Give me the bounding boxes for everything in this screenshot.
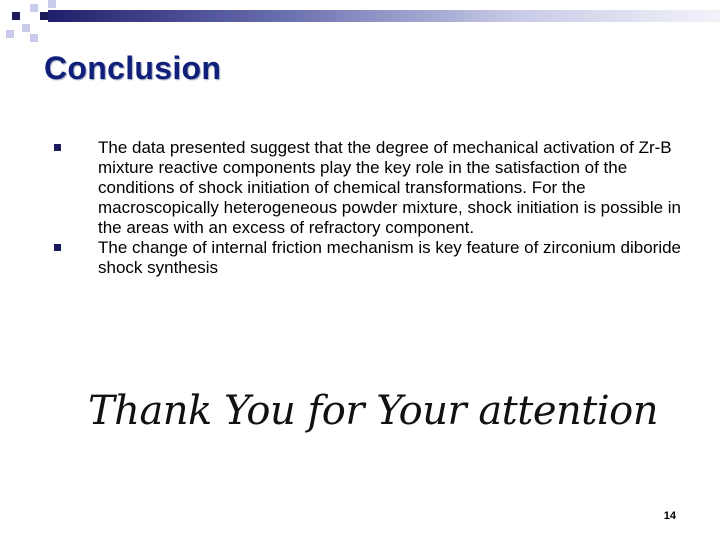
bullet-item <box>52 138 692 238</box>
header-gradient-bar <box>48 10 720 22</box>
header-square <box>30 34 38 42</box>
bullet-text: The data presented suggest that the degree of mechanical activation of Zr-B mixture reactive components play the key role in the satisfaction of the conditions of shock initiation of chemical transformations. For the macroscopically heterogeneous powder mixture, shock initiation is possible in the areas with an excess of refractory component. <box>98 138 682 237</box>
slide-title: Conclusion <box>44 50 222 86</box>
header-square <box>12 12 20 20</box>
thank-you-message: Thank You for Your attention <box>88 388 658 434</box>
header-square <box>30 4 38 12</box>
header-square <box>40 12 48 20</box>
header-square <box>6 30 14 38</box>
bullet-text: The change of internal friction mechanism is key feature of zirconium diboride shock synthesis <box>98 238 682 277</box>
header-square <box>48 0 56 8</box>
page-number: 14 <box>663 510 676 522</box>
header-square <box>22 24 30 32</box>
bullet-list <box>52 138 692 278</box>
bullet-item <box>52 238 692 278</box>
square-bullet-icon <box>54 244 61 251</box>
square-bullet-icon <box>54 144 61 151</box>
